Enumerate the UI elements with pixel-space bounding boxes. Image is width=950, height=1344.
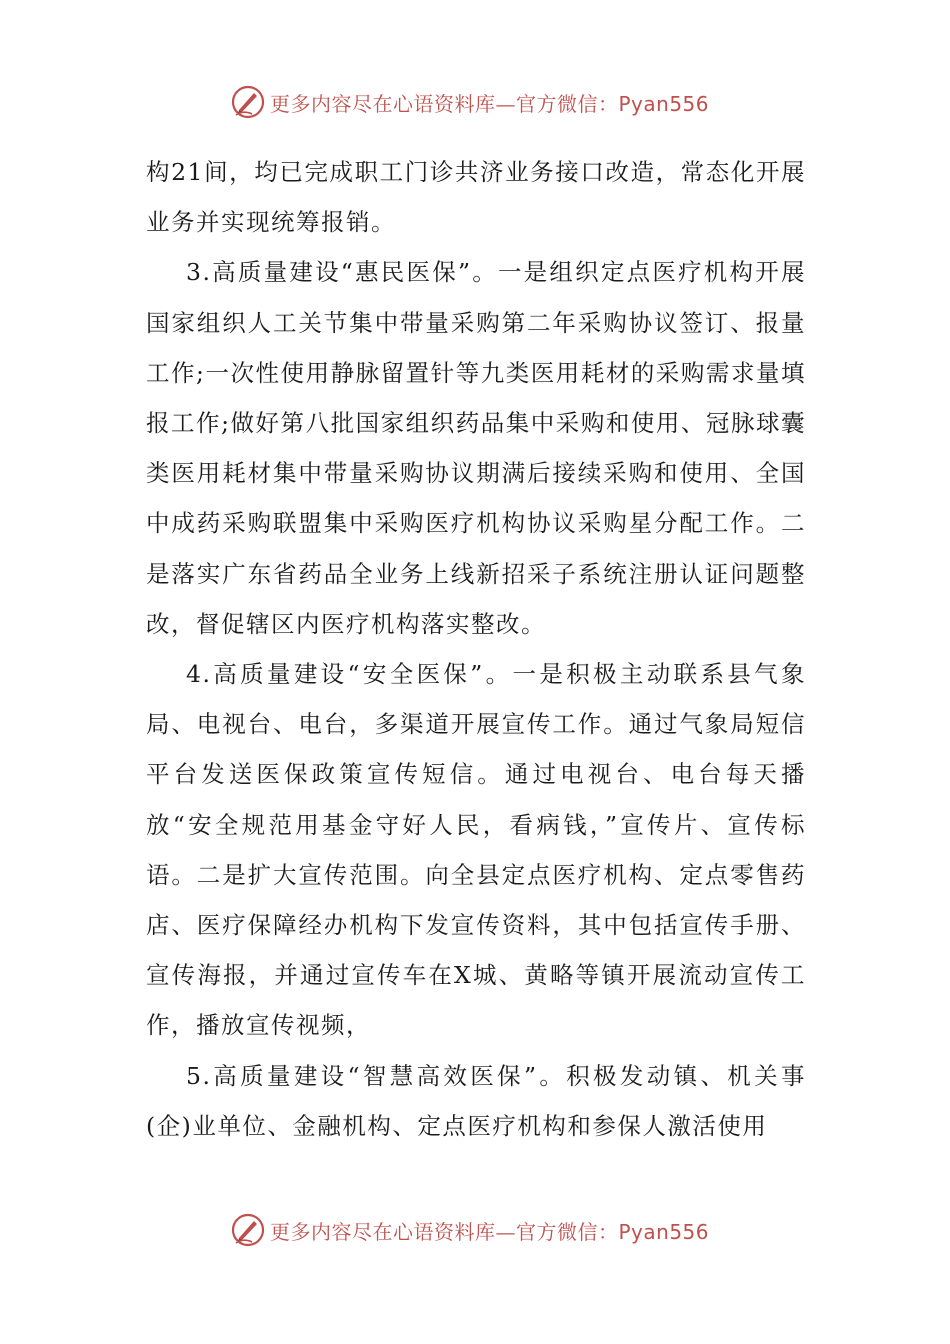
paragraph-3: 4.高质量建设“安全医保”。一是积极主动联系县气象局、电视台、电台，多渠道开展宣传工作。通过气象局短信平台发送医保政策宣传短信。通过电视台、电台每天播放“安全规范用基金守好人民，看病钱，”宣传片、宣传标语。二是扩大宣传范围。向全县定点医疗机构、定点零售药店、医疗保障经办机构下发宣传资料，其中包括宣传手册、宣传海报，并通过宣传车在X城、黄略等镇开展流动宣传工作，播放宣传视频， [146,660,806,1040]
banner-wechat-id: Pyan556 [618,1219,710,1244]
banner-wechat-id: Pyan556 [618,91,710,116]
pen-logo-icon [230,84,266,120]
banner-text: 更多内容尽在心语资料库—官方微信： [270,91,619,116]
pen-logo-icon [230,1212,266,1248]
paragraph-2: 3.高质量建设“惠民医保”。一是组织定点医疗机构开展国家组织人工关节集中带量采购第二年采购协议签订、报量工作;一次性使用静脉留置针等九类医用耗材的采购需求量填报工作;做好第八批国家组织药品集中采购和使用、冠脉球囊类医用耗材集中带量采购协议期满后接续采购和使用、全国中成药采购联盟集中采购医疗机构协议采购星分配工作。二是落实广东省药品全业务上线新招采子系统注册认证问题整改，督促辖区内医疗机构落实整改。 [146,258,806,638]
paragraph-4: 5.高质量建设“智慧高效医保”。积极发动镇、机关事(企)业单位、金融机构、定点医疗机构和参保人激活使用 [146,1061,806,1140]
document-body [146,147,806,1151]
footer-banner [230,1210,750,1250]
banner-text: 更多内容尽在心语资料库—官方微信： [270,1219,619,1244]
header-banner [230,82,750,122]
paragraph-1: 构21间，均已完成职工门诊共济业务接口改造，常态化开展业务并实现统筹报销。 [146,158,806,237]
